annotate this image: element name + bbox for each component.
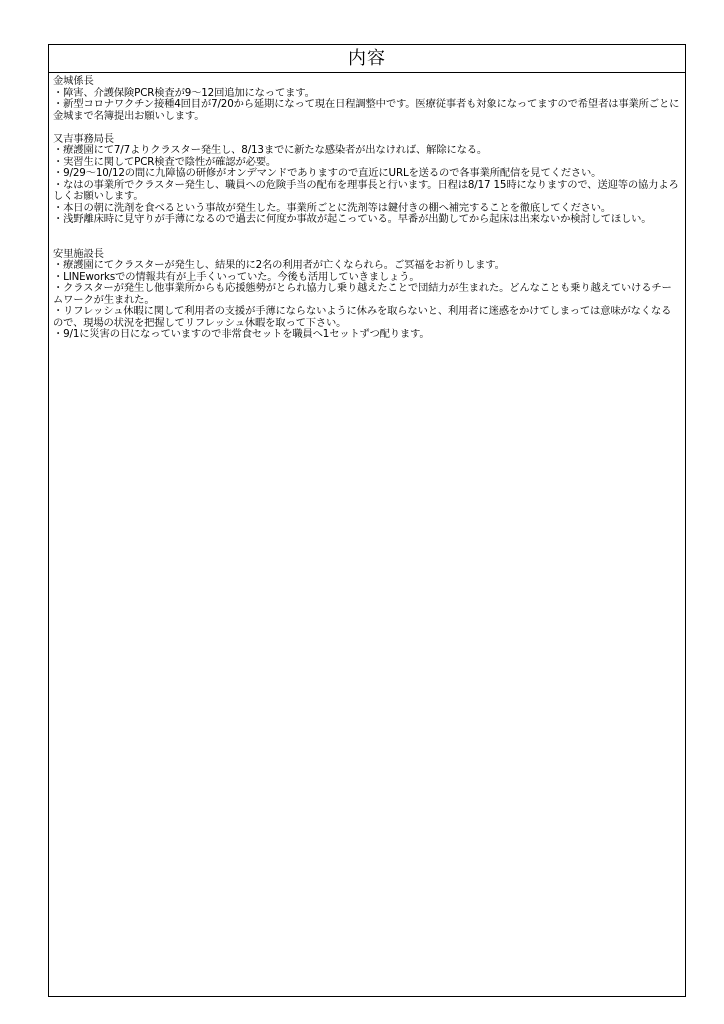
list-item: ・クラスターが発生し他事業所からも応援態勢がとられ協力し乗り越えたことで団結力が生まれた。どんなことも乗り越えていけるチームワークが生まれた。 xyxy=(53,282,672,306)
section-title: 又吉事務局長 xyxy=(53,132,114,145)
section-title: 安里施設長 xyxy=(53,247,104,260)
section-asato xyxy=(53,249,681,341)
list-item: ・本日の朝に洗剤を食べるという事故が発生した。事業所ごとに洗剤等は鍵付きの棚へ補完することを徹底してください。 xyxy=(53,201,612,214)
list-item: ・実習生に関してPCR検査で陰性が確認が必要。 xyxy=(53,155,277,168)
list-item: ・リフレッシュ休暇に関して利用者の支援が手薄にならないように休みを取らないと、利用者に迷惑をかけてしまっては意味がなくなるので、現場の状況を把握してリフレッシュ休暇を取って下さい。 xyxy=(53,305,672,329)
content-header: 内容 xyxy=(49,45,685,73)
list-item: ・療護園にてクラスターが発生し、結果的に2名の利用者が亡くなられら。ご冥福をお祈りします。 xyxy=(53,259,505,271)
section-title: 金城係長 xyxy=(53,75,94,87)
minutes-content-box xyxy=(48,44,686,997)
list-item: ・障害、介護保険PCR検査が9～12回追加になってます。 xyxy=(53,86,315,99)
section-kinjo xyxy=(53,76,681,122)
list-item: ・LINEworksでの情報共有が上手くいっていた。今後も活用していきましょう。 xyxy=(53,270,420,283)
content-body xyxy=(49,73,685,341)
list-item: ・9/1に災害の日になっていますので非常食セットを職員へ1セットずつ配ります。 xyxy=(53,328,430,340)
section-matayoshi xyxy=(53,134,681,226)
list-item: ・なはの事業所でクラスター発生し、職員への危険手当の配布を理事長と行います。日程は8/17 15時になりますので、送迎等の協力よろしくお願いします。 xyxy=(53,178,679,202)
list-item: ・療護園にて7/7よりクラスター発生し、8/13までに新たな感染者が出なければ、解除になる。 xyxy=(53,144,488,156)
list-item: ・9/29～10/12の間に九障協の研修がオンデマンドでありますので直近にURLを送るので各事業所配信を見てください。 xyxy=(53,167,602,179)
list-item: ・新型コロナワクチン接種4回目が7/20から延期になって現在日程調整中です。医療従事者も対象になってますので希望者は事業所ごとに金城まで名簿提出お願いします。 xyxy=(53,98,680,122)
list-item: ・浅野離床時に見守りが手薄になるので過去に何度か事故が起こっている。早番が出勤してから起床は出来ないか検討してほしい。 xyxy=(53,213,652,225)
